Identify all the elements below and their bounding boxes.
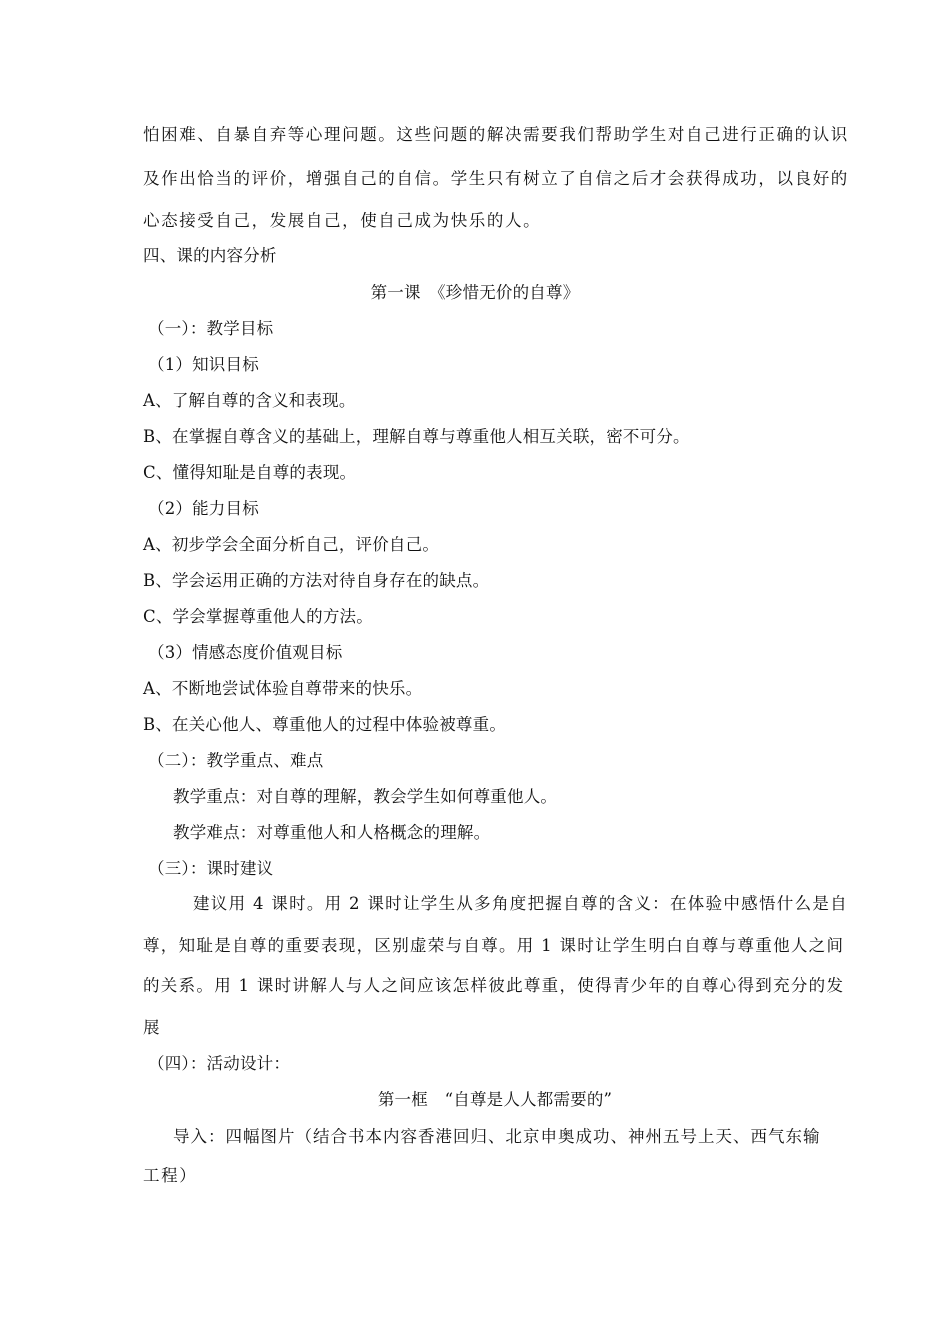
schedule-line-3: 的关系。用 1 课时讲解人与人之间应该怎样彼此尊重，使得青少年的自尊心得到充分的发 bbox=[143, 976, 845, 995]
frame-title: 第一框 “自尊是人人都需要的” bbox=[377, 1090, 613, 1109]
intro-line-1: 怕困难、自暴自弃等心理问题。这些问题的解决需要我们帮助学生对自己进行正确的认识 bbox=[143, 125, 849, 144]
ability-heading: （2）能力目标 bbox=[148, 499, 259, 518]
schedule-line-2: 尊，知耻是自尊的重要表现，区别虚荣与自尊。用 1 课时让学生明白自尊与尊重他人之间 bbox=[143, 936, 845, 955]
ability-item: B、学会运用正确的方法对待自身存在的缺点。 bbox=[143, 571, 490, 590]
activity-intro-line-1: 导入：四幅图片（结合书本内容香港回归、北京申奥成功、神州五号上天、西气东输 bbox=[173, 1127, 821, 1146]
lesson-title: 第一课 《珍惜无价的自尊》 bbox=[370, 283, 580, 302]
ability-item: C、学会掌握尊重他人的方法。 bbox=[143, 607, 373, 626]
emotion-heading: （3）情感态度价值观目标 bbox=[148, 643, 343, 662]
knowledge-heading: （1）知识目标 bbox=[148, 355, 259, 374]
knowledge-item: C、懂得知耻是自尊的表现。 bbox=[143, 463, 357, 482]
key-difficulty: 教学难点：对尊重他人和人格概念的理解。 bbox=[173, 823, 491, 842]
emotion-item: B、在关心他人、尊重他人的过程中体验被尊重。 bbox=[143, 715, 507, 734]
intro-line-3: 心态接受自己，发展自己，使自己成为快乐的人。 bbox=[143, 211, 542, 230]
activity-heading: （四）：活动设计： bbox=[148, 1054, 291, 1073]
intro-line-2: 及作出恰当的评价，增强自己的自信。学生只有树立了自信之后才会获得成功，以良好的 bbox=[143, 169, 849, 188]
activity-intro-line-2: 工程） bbox=[143, 1166, 198, 1185]
key-points-heading: （二）：教学重点、难点 bbox=[148, 751, 324, 770]
schedule-heading: （三）：课时建议 bbox=[148, 859, 274, 878]
schedule-line-4: 展 bbox=[143, 1018, 162, 1037]
key-focus: 教学重点：对自尊的理解，教会学生如何尊重他人。 bbox=[173, 787, 558, 806]
objectives-heading: （一）：教学目标 bbox=[148, 319, 274, 338]
schedule-line-1: 建议用 4 课时。用 2 课时让学生从多角度把握自尊的含义：在体验中感悟什么是自 bbox=[193, 894, 848, 913]
ability-item: A、初步学会全面分析自己，评价自己。 bbox=[143, 535, 440, 554]
knowledge-item: B、在掌握自尊含义的基础上，理解自尊与尊重他人相互关联，密不可分。 bbox=[143, 427, 690, 446]
section-heading: 四、课的内容分析 bbox=[143, 246, 277, 265]
emotion-item: A、不断地尝试体验自尊带来的快乐。 bbox=[143, 679, 423, 698]
knowledge-item: A、了解自尊的含义和表现。 bbox=[143, 391, 356, 410]
